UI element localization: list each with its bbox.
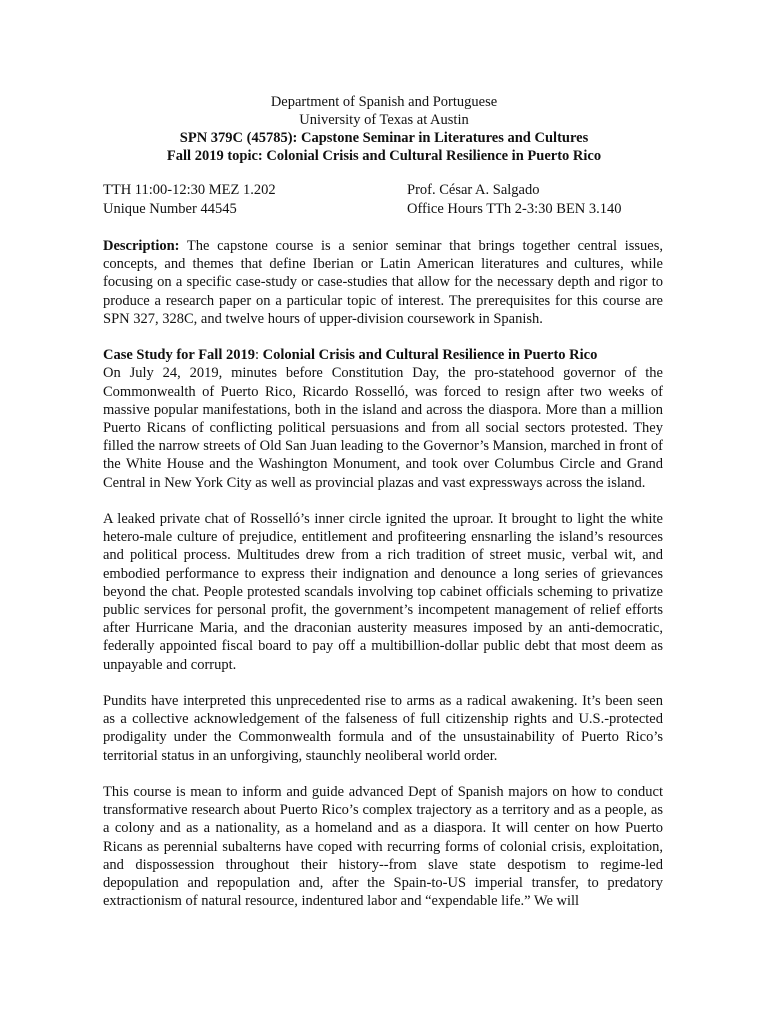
case-study-heading-colon: : [255,347,263,364]
description-paragraph [103,237,663,328]
unique-number-text: Unique Number 44545 [103,201,237,217]
document-header [60,93,708,165]
info-row-2 [103,200,663,219]
case-study-paragraph-4: This course is mean to inform and guide advanced Dept of Spanish majors on how to conduct transformative research about Puerto Rico’s complex trajectory as a territory and as a people, as a colony and as a nationality, as a homeland and as a diaspora. It will center on how Puerto Ricans as perennial subalterns have coped with recurring forms of colonial crisis, exploitation, and dispossession throughout their history--from slave state despotism to regime-led depopulation and repopulation and, after the Spain-to-US imperial transfer, to predatory extractionism of natural resource, indentured labor and “expendable life.” We will [103,784,663,910]
schedule-text: TTH 11:00-12:30 MEZ 1.202 [103,182,276,198]
description-text: The capstone course is a senior seminar that brings together central issues, concepts, and themes that define Iberian or Latin American literatures and cultures, while focusing on a specific case-study or case-studies that allow for the necessary depth and rigor to produce a research paper on a particular topic of interest. The prerequisites for this course are SPN 327, 328C, and twelve hours of upper-division coursework in Spanish. [103,238,663,327]
university-line: University of Texas at Austin [299,112,469,128]
department-line: Department of Spanish and Portuguese [270,94,498,110]
case-study-paragraph-3: Pundits have interpreted this unprecedented rise to arms as a radical awakening. It’s been seen as a collective acknowledgement of the falseness of full citizenship rights and U.S.-protected prodigality under the Commonwealth formula and of the unsustainability of Puerto Rico’s territorial status in an unforgiving, staunchly neoliberal world order. [103,693,663,764]
case-study-heading-label: Case Study for Fall 2019 [103,347,255,364]
topic-title: Fall 2019 topic: Colonial Crisis and Cultural Resilience in Puerto Rico [166,148,602,164]
course-info [103,181,663,219]
office-hours-text: Office Hours TTh 2-3:30 BEN 3.140 [407,201,622,217]
professor-text: Prof. César A. Salgado [407,182,540,198]
info-row-1 [103,181,663,200]
case-study-paragraph-2: A leaked private chat of Rosselló’s inner circle ignited the uproar. It brought to light the white hetero-male culture of prejudice, entitlement and profiteering ensnarling the island’s resources and political process. Multitudes drew from a rich tradition of street music, verbal wit, and embodied performance to express their indignation and denounce a long series of grievances beyond the chat. People protested scandals involving top cabinet officials scheming to privatize public services for personal profit, the government’s incompetent management of relief efforts after Hurricane Maria, and the draconian austerity measures imposed by an anti-democratic, federally appointed fiscal board to pay off a multibillion-dollar public debt that most deem as unpayable and corrupt. [103,511,663,673]
case-study-paragraph-1: On July 24, 2019, minutes before Constitution Day, the pro-statehood governor of the Commonwealth of Puerto Rico, Ricardo Rosselló, was forced to resign after two weeks of massive popular manifestations, both in the island and across the diaspora. More than a million Puerto Ricans of conflicting political persuasions and from all social sectors protested. They filled the narrow streets of Old San Juan leading to the Governor’s Mansion, marched in front of the White House and the Washington Monument, and took over Columbus Circle and Grand Central in New York City as well as provincial plazas and vast expressways across the island. [103,365,663,491]
body-text [103,237,663,910]
case-study-heading-title: Colonial Crisis and Cultural Resilience in Puerto Rico [262,347,598,364]
description-label: Description: [103,238,180,254]
case-study-heading [103,346,663,364]
course-title: SPN 379C (45785): Capstone Seminar in Literatures and Cultures [179,130,589,146]
